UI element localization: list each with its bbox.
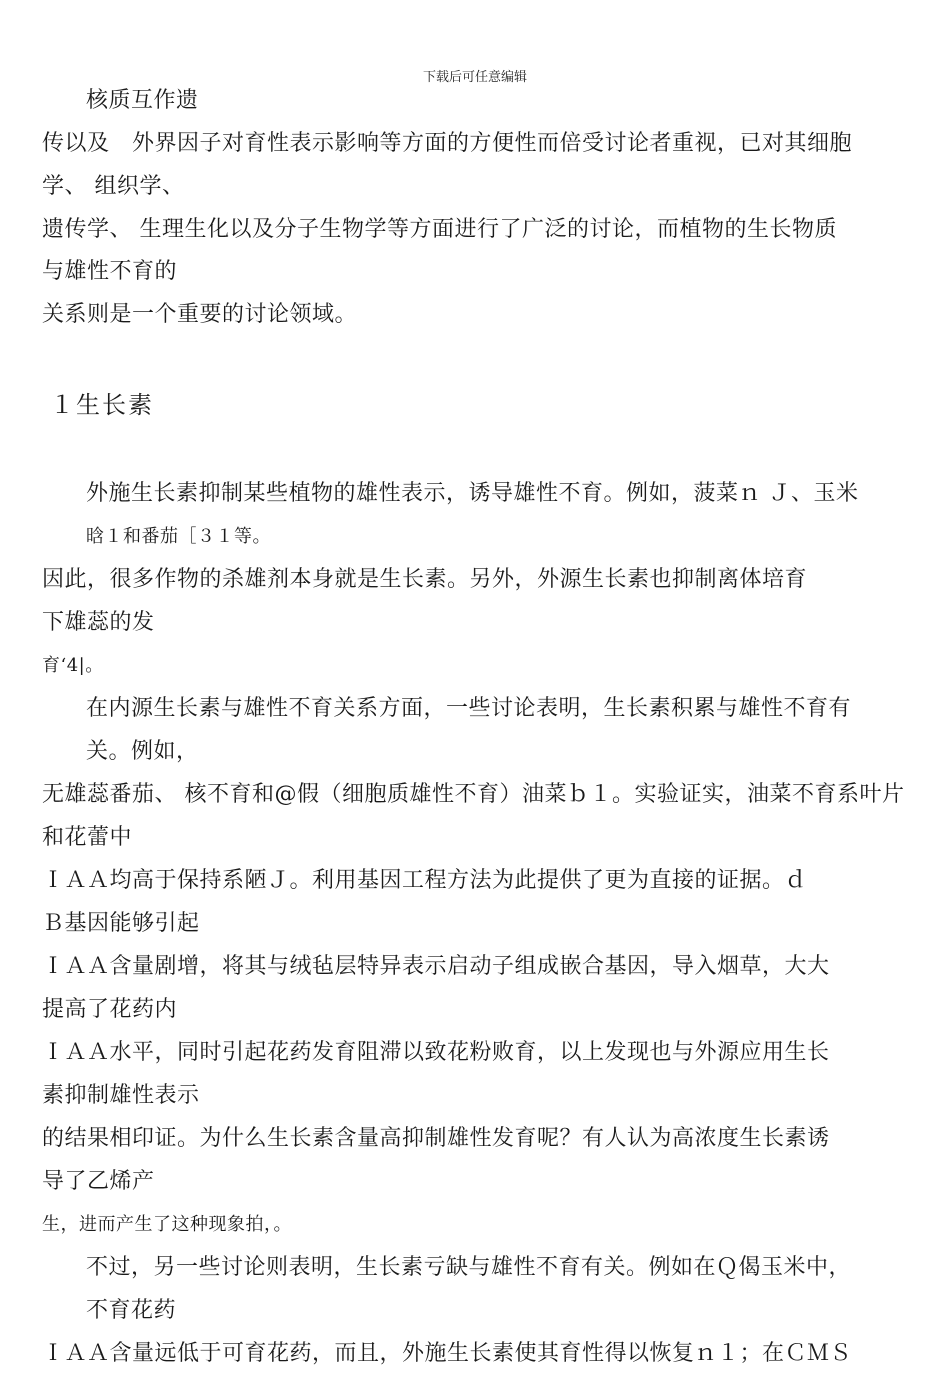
- text-line: 因此，很多作物的杀雄剂本身就是生长素。另外，外源生长素也抑制离体培育: [42, 567, 808, 592]
- text-line: 素抑制雄性表示: [42, 1083, 200, 1108]
- text-line: Ｂ基因能够引起: [42, 911, 200, 936]
- page-header: 下载后可任意编辑: [422, 70, 527, 85]
- text-line: 学、 组织学、: [42, 174, 185, 199]
- text-line: 不育花药: [86, 1298, 177, 1323]
- text-line: 关系则是一个重要的讨论领域。: [42, 302, 358, 327]
- text-line: 下雄蕊的发: [42, 610, 155, 635]
- text-line: 和花蕾中: [42, 825, 133, 850]
- text-line: 导了乙烯产: [42, 1169, 155, 1194]
- text-line: 无雄蕊番茄、 核不育和@假（细胞质雄性不育）油菜ｂ１。实验证实，油菜不育系叶片: [42, 782, 905, 807]
- text-line: 遗传学、 生理生化以及分子生物学等方面进行了广泛的讨论，而植物的生长物质: [42, 217, 837, 242]
- text-line: ＩＡＡ含量剧增，将其与绒毡层特异表示启动子组成嵌合基因，导入烟草，大大: [42, 954, 830, 979]
- text-line: 晗１和番茄［３１等。: [86, 526, 271, 547]
- text-line: ＩＡＡ含量远低于可育花药，而且，外施生长素使其育性得以恢复ｎ１；在ＣＭＳ: [42, 1341, 853, 1366]
- text-line: 关。例如，: [86, 739, 199, 764]
- text-line: 传以及 外界因子对育性表示影响等方面的方便性而倍受讨论者重视，已对其细胞: [42, 131, 853, 156]
- text-line: 生，进而产生了这种现象拍，。: [42, 1214, 292, 1235]
- text-line: 核质互作遗: [86, 88, 199, 113]
- text-line: 不过，另一些讨论则表明，生长素亏缺与雄性不育有关。例如在Ｑ偈玉米中，: [86, 1255, 852, 1280]
- text-line: ＩＡＡ水平，同时引起花药发育阻滞以致花粉败育，以上发现也与外源应用生长: [42, 1040, 830, 1065]
- text-line: 提高了花药内: [42, 997, 178, 1022]
- text-line: 外施生长素抑制某些植物的雄性表示，诱导雄性不育。例如，菠菜ｎ Ｊ、玉米: [86, 481, 859, 506]
- text-line: 在内源生长素与雄性不育关系方面，一些讨论表明，生长素积累与雄性不育有: [86, 696, 852, 721]
- text-line: 的结果相印证。为什么生长素含量高抑制雄性发育呢？有人认为高浓度生长素诱: [42, 1126, 830, 1151]
- text-line: 与雄性不育的: [42, 259, 178, 284]
- text-line: ＩＡＡ均高于保持系陋Ｊ。利用基因工程方法为此提供了更为直接的证据。ｄ: [42, 868, 808, 893]
- section-heading: １生长素: [50, 391, 154, 419]
- text-line: 育‘4|。: [42, 655, 104, 676]
